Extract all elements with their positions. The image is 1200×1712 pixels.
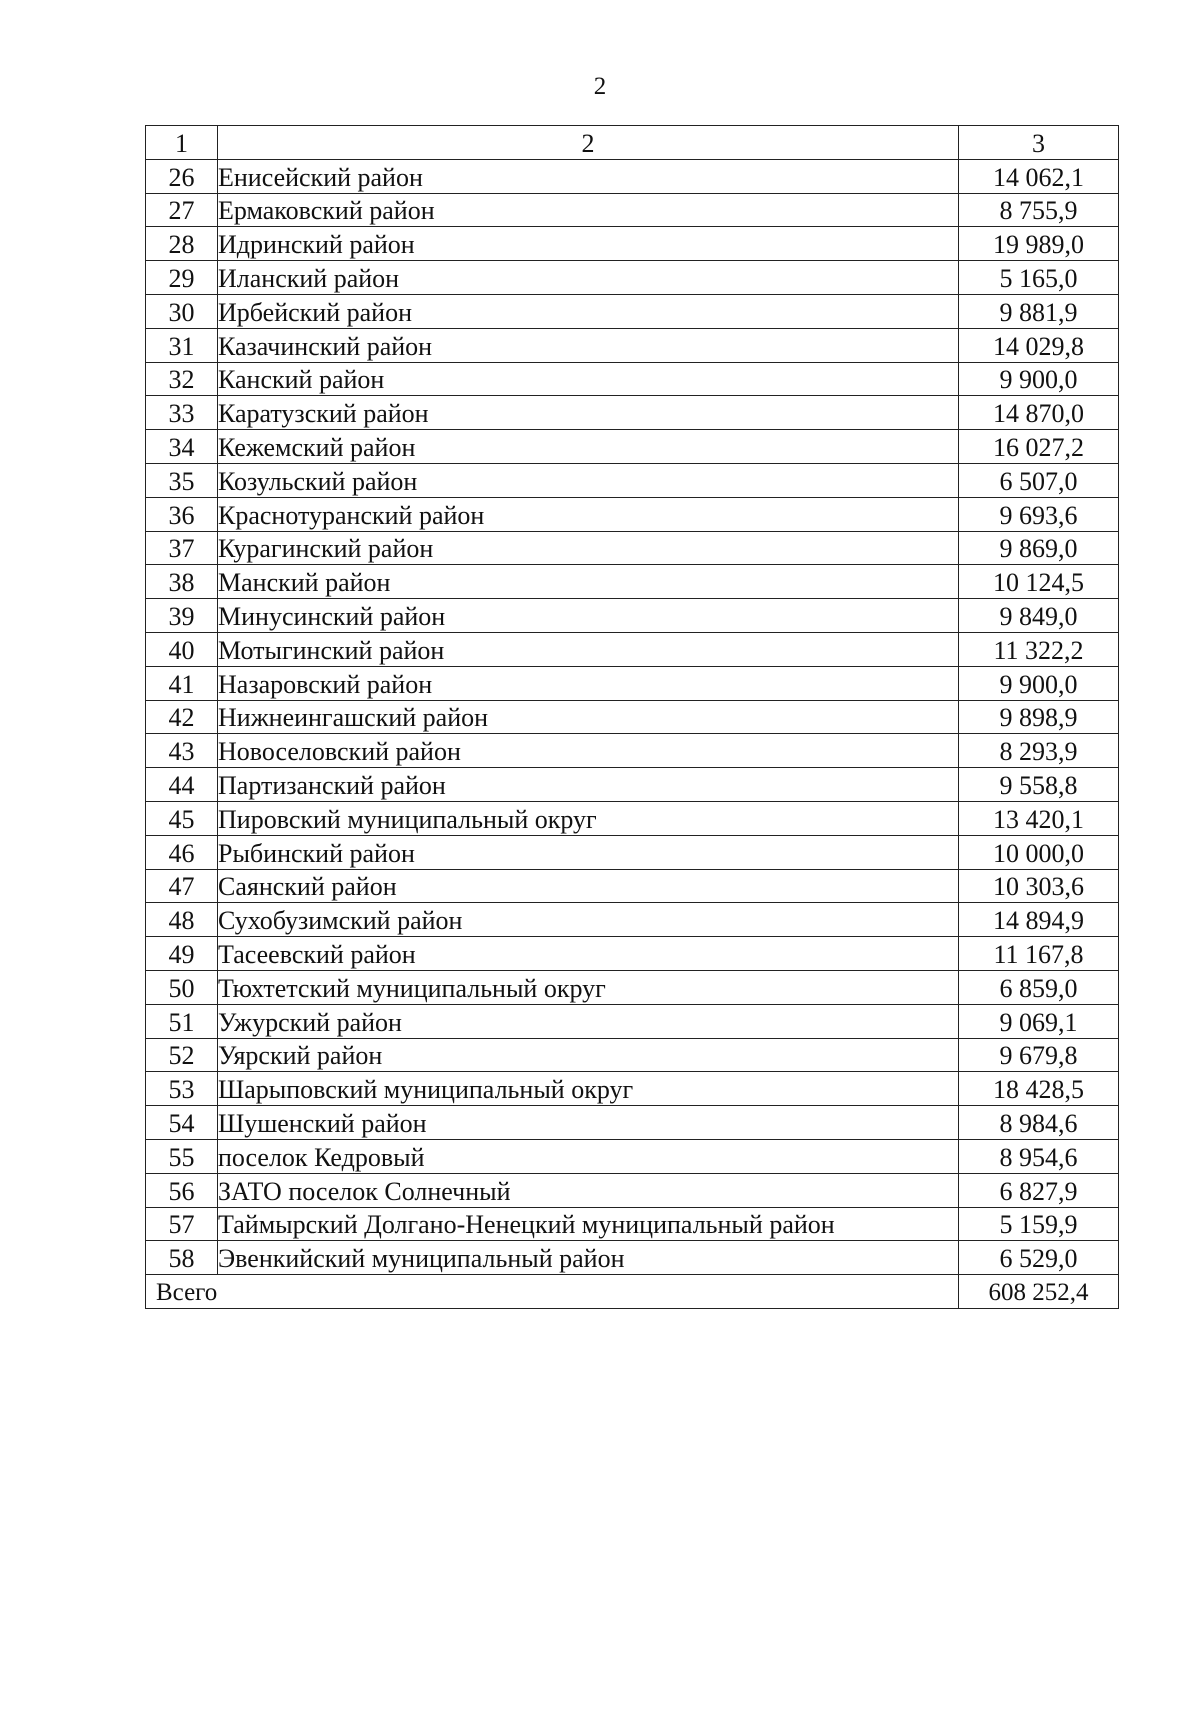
row-number-cell: 28 xyxy=(146,227,218,261)
row-name-cell: Нижнеингашский район xyxy=(218,700,959,734)
row-name-cell: Ужурский район xyxy=(218,1004,959,1038)
row-name-cell: Козульский район xyxy=(218,463,959,497)
row-number-cell: 47 xyxy=(146,869,218,903)
row-number-cell: 32 xyxy=(146,362,218,396)
row-number-cell: 56 xyxy=(146,1173,218,1207)
row-number-cell: 41 xyxy=(146,666,218,700)
row-value-cell: 6 827,9 xyxy=(959,1173,1119,1207)
table-row xyxy=(146,835,1119,869)
row-name-cell: Тюхтетский муниципальный округ xyxy=(218,970,959,1004)
row-number-cell: 29 xyxy=(146,261,218,295)
row-value-cell: 16 027,2 xyxy=(959,430,1119,464)
row-name-cell: Канский район xyxy=(218,362,959,396)
table-row xyxy=(146,700,1119,734)
row-value-cell: 9 849,0 xyxy=(959,599,1119,633)
row-name-cell: Назаровский район xyxy=(218,666,959,700)
row-value-cell: 9 069,1 xyxy=(959,1004,1119,1038)
table-row xyxy=(146,227,1119,261)
row-number-cell: 52 xyxy=(146,1038,218,1072)
row-number-cell: 51 xyxy=(146,1004,218,1038)
row-number-cell: 50 xyxy=(146,970,218,1004)
row-name-cell: Партизанский район xyxy=(218,768,959,802)
row-value-cell: 8 293,9 xyxy=(959,734,1119,768)
table-row xyxy=(146,1106,1119,1140)
table-row xyxy=(146,1038,1119,1072)
row-name-cell: Шушенский район xyxy=(218,1106,959,1140)
row-number-cell: 39 xyxy=(146,599,218,633)
row-number-cell: 44 xyxy=(146,768,218,802)
row-number-cell: 31 xyxy=(146,328,218,362)
row-value-cell: 14 062,1 xyxy=(959,159,1119,193)
row-name-cell: Новоселовский район xyxy=(218,734,959,768)
row-name-cell: Таймырский Долгано-Ненецкий муниципальный район xyxy=(218,1207,959,1241)
row-value-cell: 14 870,0 xyxy=(959,396,1119,430)
row-number-cell: 30 xyxy=(146,294,218,328)
row-value-cell: 6 859,0 xyxy=(959,970,1119,1004)
row-name-cell: Ермаковский район xyxy=(218,193,959,227)
row-value-cell: 9 558,8 xyxy=(959,768,1119,802)
row-value-cell: 11 167,8 xyxy=(959,937,1119,971)
row-name-cell: Манский район xyxy=(218,565,959,599)
row-value-cell: 14 894,9 xyxy=(959,903,1119,937)
row-name-cell: Енисейский район xyxy=(218,159,959,193)
row-number-cell: 36 xyxy=(146,497,218,531)
row-name-cell: Идринский район xyxy=(218,227,959,261)
table-row xyxy=(146,1241,1119,1275)
table-row xyxy=(146,1173,1119,1207)
row-number-cell: 35 xyxy=(146,463,218,497)
row-number-cell: 43 xyxy=(146,734,218,768)
row-name-cell: Эвенкийский муниципальный район xyxy=(218,1241,959,1275)
row-value-cell: 6 529,0 xyxy=(959,1241,1119,1275)
table-row xyxy=(146,734,1119,768)
row-value-cell: 13 420,1 xyxy=(959,801,1119,835)
total-row xyxy=(146,1275,1119,1309)
row-number-cell: 42 xyxy=(146,700,218,734)
table-row xyxy=(146,599,1119,633)
row-name-cell: Курагинский район xyxy=(218,531,959,565)
row-number-cell: 34 xyxy=(146,430,218,464)
row-name-cell: Шарыповский муниципальный округ xyxy=(218,1072,959,1106)
row-number-cell: 46 xyxy=(146,835,218,869)
row-value-cell: 10 124,5 xyxy=(959,565,1119,599)
row-number-cell: 26 xyxy=(146,159,218,193)
row-value-cell: 11 322,2 xyxy=(959,632,1119,666)
row-name-cell: Иланский район xyxy=(218,261,959,295)
page-number: 2 xyxy=(593,73,607,100)
row-name-cell: Рыбинский район xyxy=(218,835,959,869)
row-value-cell: 8 984,6 xyxy=(959,1106,1119,1140)
row-value-cell: 19 989,0 xyxy=(959,227,1119,261)
row-name-cell: ЗАТО поселок Солнечный xyxy=(218,1173,959,1207)
row-name-cell: Каратузский район xyxy=(218,396,959,430)
table-row xyxy=(146,1004,1119,1038)
row-name-cell: поселок Кедровый xyxy=(218,1139,959,1173)
column-header-value: 3 xyxy=(959,126,1119,160)
row-name-cell: Мотыгинский район xyxy=(218,632,959,666)
table-body xyxy=(146,126,1119,1309)
table-row xyxy=(146,396,1119,430)
row-name-cell: Минусинский район xyxy=(218,599,959,633)
table-header-row xyxy=(146,126,1119,160)
table-row xyxy=(146,632,1119,666)
row-value-cell: 8 954,6 xyxy=(959,1139,1119,1173)
table-row xyxy=(146,903,1119,937)
table-row xyxy=(146,193,1119,227)
row-number-cell: 27 xyxy=(146,193,218,227)
row-number-cell: 49 xyxy=(146,937,218,971)
table-row xyxy=(146,937,1119,971)
row-number-cell: 54 xyxy=(146,1106,218,1140)
row-name-cell: Кежемский район xyxy=(218,430,959,464)
table-row xyxy=(146,768,1119,802)
row-name-cell: Сухобузимский район xyxy=(218,903,959,937)
row-name-cell: Саянский район xyxy=(218,869,959,903)
table-row xyxy=(146,362,1119,396)
table-row xyxy=(146,261,1119,295)
table-row xyxy=(146,1139,1119,1173)
total-value: 608 252,4 xyxy=(959,1275,1119,1309)
table-row xyxy=(146,666,1119,700)
row-name-cell: Тасеевский район xyxy=(218,937,959,971)
row-value-cell: 9 900,0 xyxy=(959,362,1119,396)
row-number-cell: 45 xyxy=(146,801,218,835)
row-value-cell: 10 303,6 xyxy=(959,869,1119,903)
row-number-cell: 48 xyxy=(146,903,218,937)
column-header-name: 2 xyxy=(218,126,959,160)
row-number-cell: 38 xyxy=(146,565,218,599)
row-value-cell: 5 165,0 xyxy=(959,261,1119,295)
row-value-cell: 9 881,9 xyxy=(959,294,1119,328)
row-number-cell: 55 xyxy=(146,1139,218,1173)
table-row xyxy=(146,430,1119,464)
table-row xyxy=(146,531,1119,565)
table-row xyxy=(146,565,1119,599)
table-row xyxy=(146,294,1119,328)
row-value-cell: 5 159,9 xyxy=(959,1207,1119,1241)
row-name-cell: Краснотуранский район xyxy=(218,497,959,531)
table-row xyxy=(146,970,1119,1004)
row-value-cell: 10 000,0 xyxy=(959,835,1119,869)
row-number-cell: 58 xyxy=(146,1241,218,1275)
row-number-cell: 53 xyxy=(146,1072,218,1106)
column-header-number: 1 xyxy=(146,126,218,160)
table-row xyxy=(146,801,1119,835)
row-number-cell: 57 xyxy=(146,1207,218,1241)
row-name-cell: Казачинский район xyxy=(218,328,959,362)
table-row xyxy=(146,159,1119,193)
table-row xyxy=(146,497,1119,531)
table-row xyxy=(146,463,1119,497)
table-row xyxy=(146,1207,1119,1241)
row-value-cell: 9 693,6 xyxy=(959,497,1119,531)
table-row xyxy=(146,1072,1119,1106)
row-value-cell: 9 898,9 xyxy=(959,700,1119,734)
row-value-cell: 8 755,9 xyxy=(959,193,1119,227)
row-name-cell: Ирбейский район xyxy=(218,294,959,328)
total-label: Всего xyxy=(146,1275,959,1309)
row-value-cell: 9 900,0 xyxy=(959,666,1119,700)
row-name-cell: Пировский муниципальный округ xyxy=(218,801,959,835)
row-value-cell: 9 869,0 xyxy=(959,531,1119,565)
row-number-cell: 33 xyxy=(146,396,218,430)
row-number-cell: 40 xyxy=(146,632,218,666)
row-name-cell: Уярский район xyxy=(218,1038,959,1072)
table-row xyxy=(146,869,1119,903)
row-value-cell: 18 428,5 xyxy=(959,1072,1119,1106)
table-row xyxy=(146,328,1119,362)
row-value-cell: 14 029,8 xyxy=(959,328,1119,362)
row-number-cell: 37 xyxy=(146,531,218,565)
data-table xyxy=(145,125,1119,1309)
row-value-cell: 9 679,8 xyxy=(959,1038,1119,1072)
row-value-cell: 6 507,0 xyxy=(959,463,1119,497)
